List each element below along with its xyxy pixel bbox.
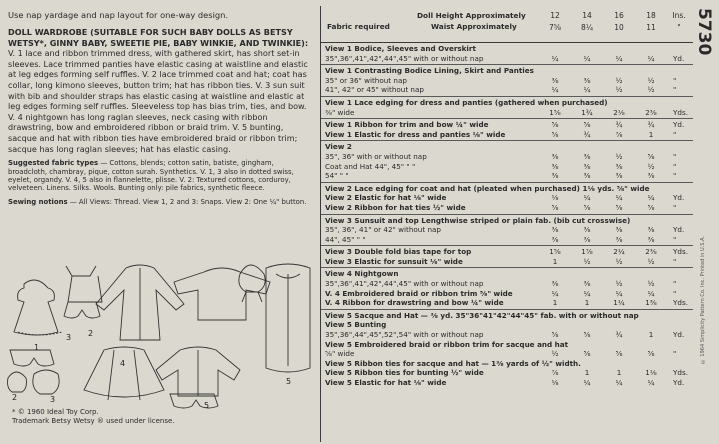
row-separator <box>321 267 693 268</box>
table-row <box>321 349 693 359</box>
waist-16: 10 <box>614 23 624 32</box>
row-value: ⅝ <box>615 349 623 359</box>
row-unit: " <box>673 75 677 85</box>
row-value: ½ <box>647 279 655 289</box>
height-12: 12 <box>550 11 560 20</box>
nap-note: Use nap yardage and nap layout for one-way design. <box>8 10 229 20</box>
row-unit: " <box>673 202 677 212</box>
row-value: ⅛ <box>551 193 559 203</box>
row-unit: " <box>673 161 677 171</box>
row-label: View 3 Double fold bias tape for top <box>325 247 472 257</box>
wardrobe-heading: DOLL WARDROBE (SUITABLE FOR SUCH BABY DOLLS AS BETSY WETSY*, GINNY BABY, SWEETIE PIE, BABY WINKIE, AND TWINKIE): <box>8 27 309 48</box>
fabric-types <box>8 159 312 193</box>
row-separator <box>321 182 693 183</box>
row-unit: Yds. <box>673 107 688 117</box>
fine-print: © 1964 Simplicity Pattern Co. Inc. Printed in U.S.A. <box>700 236 706 365</box>
row-label: 35",36",44",45",52",54" with or without nap <box>325 330 484 340</box>
row-unit: " <box>673 234 677 244</box>
table-row <box>321 54 693 64</box>
row-value: ¾ <box>647 120 655 130</box>
row-value: ¼ <box>615 378 623 387</box>
view-label-2: 2 <box>88 329 94 338</box>
view-label-1: 1 <box>34 343 40 352</box>
row-value: ¼ <box>615 53 623 63</box>
row-value: ⅞ <box>615 129 623 139</box>
table-row <box>321 98 693 108</box>
row-value: ¼ <box>647 288 655 298</box>
row-value: 1⅝ <box>549 107 561 117</box>
row-label: 35", 36" with or without nap <box>325 151 427 161</box>
row-value: ⅜ <box>583 171 591 181</box>
row-unit: Yd. <box>673 193 685 203</box>
table-row <box>321 378 693 388</box>
table-row <box>321 225 693 235</box>
view-label-2b: 2 <box>12 393 18 402</box>
row-value: ⅜ <box>583 234 591 244</box>
row-value: ⅜ <box>551 225 559 235</box>
copyright-line-1: * © 1960 Ideal Toy Corp. <box>12 408 99 416</box>
table-row <box>321 203 693 213</box>
row-value: ¼ <box>583 85 591 95</box>
row-value: 2⅜ <box>645 107 657 117</box>
row-value: ⅜ <box>615 225 623 235</box>
row-value: 1 <box>552 298 558 308</box>
row-value: ⅜ <box>615 171 623 181</box>
row-label: 41", 42" or 45" without nap <box>325 85 424 95</box>
row-value: 1 <box>648 330 654 340</box>
row-value: ¼ <box>615 193 623 203</box>
row-value: ¼ <box>583 288 591 298</box>
table-row <box>321 193 693 203</box>
table-row <box>321 44 693 54</box>
row-separator <box>321 309 693 310</box>
row-value: 2⅜ <box>645 247 657 257</box>
row-unit: Yd. <box>673 330 685 340</box>
row-separator <box>321 118 693 119</box>
table-row <box>321 298 693 308</box>
panties-sketch <box>10 350 54 366</box>
row-value: ¼ <box>551 85 559 95</box>
row-unit: " <box>673 151 677 161</box>
row-value: ⅜ <box>583 161 591 171</box>
table-row <box>321 320 693 330</box>
table-row <box>321 257 693 267</box>
row-value: ⅜ <box>615 161 623 171</box>
notions-text: — All Views: Thread. View 1, 2 and 3: Snaps. View 2: One ¼" button. <box>67 197 307 206</box>
row-value: ½ <box>615 279 623 289</box>
row-value: ⅜ <box>551 171 559 181</box>
row-value: 1 <box>584 368 590 378</box>
row-separator <box>321 140 693 141</box>
pattern-number: 5730 <box>694 8 714 56</box>
sunsuit-sketch <box>64 266 102 318</box>
row-label: Coat and Hat 44", 45" " " <box>325 161 416 171</box>
row-value: ⅝ <box>551 129 559 139</box>
row-label: 54" " " <box>325 171 349 181</box>
table-row <box>321 85 693 95</box>
row-value: ⅜ <box>583 279 591 289</box>
row-value: 1 <box>648 129 654 139</box>
row-label: 35" or 36" without nap <box>325 75 407 85</box>
row-label: View 3 Elastic for sunsuit ⅛" wide <box>325 256 463 266</box>
row-value: 1⅞ <box>581 247 593 257</box>
row-value: ⅝ <box>615 202 623 212</box>
row-value: ⅝ <box>583 349 591 359</box>
row-label: ⅝" wide <box>325 349 355 359</box>
row-unit: " <box>673 349 677 359</box>
waist-14: 8¼ <box>580 23 594 32</box>
height-unit: Ins. <box>672 11 686 20</box>
table-row <box>321 235 693 245</box>
row-value: 1 <box>616 368 622 378</box>
row-value: 2¼ <box>613 247 625 257</box>
table-row <box>321 66 693 76</box>
row-value: ¼ <box>583 378 591 387</box>
row-label: View 2 <box>325 142 352 152</box>
row-value: ⅜ <box>551 161 559 171</box>
height-16: 16 <box>614 11 624 20</box>
row-value: ½ <box>615 256 623 266</box>
row-value: 1⅛ <box>645 368 657 378</box>
row-unit: " <box>673 279 677 289</box>
row-label: View 3 Sunsuit and top Lengthwise striped or plain fab. (bib cut crosswise) <box>325 215 631 225</box>
garment-sketches <box>4 254 316 414</box>
fabric-types-label: Suggested fabric types <box>8 159 99 168</box>
row-label: 35", 36", 41" or 42" without nap <box>325 225 441 235</box>
row-value: ⅜ <box>551 234 559 244</box>
row-value: ⅛ <box>551 378 559 387</box>
row-unit: Yd. <box>673 53 685 63</box>
row-label: View 5 Sacque and Hat — ⅜ yd. 35"36"41"42"44"45" fab. with or without nap <box>325 310 639 320</box>
table-row <box>321 171 693 181</box>
row-label: View 5 Embroidered braid or ribbon trim for sacque and hat <box>325 339 569 349</box>
row-value: ⅝ <box>583 202 591 212</box>
row-unit: Yds. <box>673 298 688 308</box>
view-label-5: 5 <box>286 377 292 386</box>
top-sketch <box>174 268 270 320</box>
copyright <box>12 408 175 426</box>
row-separator <box>321 96 693 97</box>
row-value: ⅜ <box>551 75 559 85</box>
row-unit: " <box>673 171 677 181</box>
table-row <box>321 162 693 172</box>
row-value: 2⅛ <box>613 107 625 117</box>
row-value: ¾ <box>615 330 623 340</box>
row-value: ⅜ <box>583 151 591 161</box>
row-unit: Yd. <box>673 225 685 235</box>
row-label: View 2 Ribbon for hat ties ½" wide <box>325 202 466 212</box>
row-value: ⅜ <box>583 75 591 85</box>
row-value: ⅝ <box>647 349 655 359</box>
row-value: ⅜ <box>615 234 623 244</box>
row-value: ⅜ <box>647 234 655 244</box>
row-label: View 2 Elastic for hat ⅛" wide <box>325 193 447 203</box>
row-value: ½ <box>647 161 655 171</box>
wardrobe-description <box>8 27 312 154</box>
description-column <box>4 2 316 442</box>
row-unit: Yds. <box>673 368 688 378</box>
copyright-line-2: Trademark Betsy Wetsy ® used under license. <box>12 417 175 425</box>
row-value: ½ <box>551 349 559 359</box>
row-unit: " <box>673 288 677 298</box>
height-18: 18 <box>646 11 656 20</box>
row-value: ¼ <box>615 288 623 298</box>
row-unit: " <box>673 85 677 95</box>
view-label-4: 4 <box>120 359 126 368</box>
row-separator <box>321 64 693 65</box>
row-unit: Yds. <box>673 247 688 257</box>
row-value: ¼ <box>583 193 591 203</box>
height-14: 14 <box>582 11 592 20</box>
row-value: ¼ <box>551 288 559 298</box>
table-row <box>321 130 693 140</box>
table-row <box>321 216 693 226</box>
row-value: ¼ <box>551 53 559 63</box>
row-value: ¼ <box>647 378 655 387</box>
row-value: ⅞ <box>551 368 559 378</box>
view-label-5b: 5 <box>204 401 210 410</box>
row-separator <box>321 245 693 246</box>
table-row <box>321 120 693 130</box>
row-value: ⅝ <box>647 202 655 212</box>
header-doll-height: Doll Height Approximately <box>417 11 526 20</box>
row-value: ⅜ <box>551 151 559 161</box>
row-value: ⅝ <box>551 120 559 130</box>
row-value: ⅝ <box>551 330 559 340</box>
row-unit: Yd. <box>673 378 685 387</box>
row-value: 1¾ <box>581 107 593 117</box>
row-value: ⅜ <box>583 225 591 235</box>
row-label: View 1 Contrasting Bodice Lining, Skirt and Panties <box>325 66 534 76</box>
header-fabric-required: Fabric required <box>327 22 390 31</box>
row-unit: " <box>673 129 677 139</box>
row-label: View 5 Ribbon ties for bunting ½" wide <box>325 368 484 378</box>
table-row <box>321 340 693 350</box>
table-row <box>321 76 693 86</box>
row-label: V. 4 Embroidered braid or ribbon trim ⅝" wide <box>325 288 513 298</box>
row-label: View 4 Nightgown <box>325 269 399 279</box>
table-header <box>321 6 693 43</box>
row-value: ⅝ <box>583 120 591 130</box>
table-row <box>321 247 693 257</box>
row-value: ⅝ <box>551 202 559 212</box>
sacque-sketch <box>156 347 240 396</box>
row-value: ½ <box>647 256 655 266</box>
sewing-notions <box>8 198 312 206</box>
row-value: ⅜ <box>647 171 655 181</box>
row-label: View 2 Lace edging for coat and hat (pleated when purchased) 1⅛ yds. ⅝" wide <box>325 183 650 193</box>
row-value: 1 <box>552 256 558 266</box>
table-row <box>321 108 693 118</box>
row-value: ⅜ <box>647 225 655 235</box>
table-row <box>321 269 693 279</box>
table-row <box>321 311 693 321</box>
row-label: View 1 Lace edging for dress and panties (gathered when purchased) <box>325 97 608 107</box>
table-row <box>321 142 693 152</box>
row-value: 1⅝ <box>549 247 561 257</box>
hat-sketch <box>8 370 60 394</box>
row-value: ¼ <box>647 193 655 203</box>
bunting-sketch <box>266 264 310 372</box>
row-value: ½ <box>583 256 591 266</box>
row-value: ½ <box>615 85 623 95</box>
row-label: View 1 Elastic for dress and panties ⅛" wide <box>325 129 506 139</box>
bonnet-sketch <box>239 265 265 302</box>
row-value: ½ <box>615 75 623 85</box>
yardage-table <box>320 6 693 442</box>
row-value: ¾ <box>615 120 623 130</box>
row-value: ¼ <box>647 53 655 63</box>
table-row <box>321 289 693 299</box>
row-label: 35",36",41",42",44",45" with or without nap <box>325 279 484 289</box>
waist-12: 7⅝ <box>548 23 562 32</box>
row-label: 35",36",41",42",44",45" with or without nap <box>325 53 484 63</box>
table-row <box>321 359 693 369</box>
view-label-3: 3 <box>66 333 72 342</box>
row-separator <box>321 214 693 215</box>
row-value: ¼ <box>583 53 591 63</box>
table-row <box>321 368 693 378</box>
row-label: View 1 Bodice, Sleeves and Overskirt <box>325 44 476 53</box>
row-value: ¾ <box>583 129 591 139</box>
row-value: ½ <box>647 85 655 95</box>
table-row <box>321 279 693 289</box>
row-label: View 5 Elastic for hat ⅛" wide <box>325 378 447 387</box>
row-value: ⅝ <box>583 330 591 340</box>
row-value: ½ <box>615 151 623 161</box>
waist-unit: " <box>677 23 681 32</box>
row-value: 1⅜ <box>645 298 657 308</box>
fabric-types-text: — Cottons, blends; cotton satin, batiste, gingham, broadcloth, chambray, pique, cotton surah. Synthetics. V. 1, 3 also in dotted swiss, eyelet, organdy. V. 4, 5 also in flannelette, plisse. V. 2: Textured cottons, corduroy, velveteen. Linens. Silks. Wools. Bunting only: pile fabrics, synthetic fleece. <box>8 159 294 193</box>
table-row <box>321 330 693 340</box>
row-value: ⅝ <box>647 151 655 161</box>
row-unit: Yd. <box>673 120 685 130</box>
row-value: 1 <box>584 298 590 308</box>
row-label: View 5 Bunting <box>325 320 387 330</box>
row-label: 44", 45" " " <box>325 234 366 244</box>
wardrobe-body: V. 1 lace and ribbon trimmed dress, with gathered skirt, has short set-in sleeves. Lace trimmed panties have elastic casing at waistline and elastic at leg edges forming self ruffles. V. 2 lace trimmed coat and hat; coat has collar, long kimono sleeves, button trim; hat has ribbon ties. V. 3 sun suit with bib and shoulder straps has elastic casing at waistline and elastic at leg edges forming self ruffles. Sleeveless top has bias trim, ties, and bow. V. 4 nightgown has long raglan sleeves, neck casing with ribbon drawstring, bow and embroidered ribbon or braid trim. V. 5 bunting, sacque and hat with ribbon ties have embroidered braid or ribbon trim; sacque has long raglan sleeves; hat has elastic casing. <box>8 48 308 154</box>
notions-label: Sewing notions <box>8 197 68 206</box>
row-label: V. 4 Ribbon for drawstring and bow ¼" wide <box>325 298 504 308</box>
nightgown-sketch <box>84 347 164 400</box>
table-body <box>321 44 693 388</box>
row-label: View 1 Ribbon for trim and bow ¼" wide <box>325 120 489 130</box>
table-row <box>321 152 693 162</box>
row-value: ½ <box>647 75 655 85</box>
row-label: ⅜" wide <box>325 107 355 117</box>
row-value: ⅜ <box>551 279 559 289</box>
table-row <box>321 184 693 194</box>
view-label-3b: 3 <box>50 395 56 404</box>
dress-sketch <box>14 280 58 335</box>
side-strip <box>694 6 716 442</box>
row-label: View 5 Ribbon ties for sacque and hat — 1⅜ yards of ½" width. <box>325 358 581 368</box>
header-waist: Waist Approximately <box>431 22 517 31</box>
row-value: 1¼ <box>613 298 625 308</box>
row-unit: " <box>673 256 677 266</box>
waist-18: 11 <box>646 23 656 32</box>
